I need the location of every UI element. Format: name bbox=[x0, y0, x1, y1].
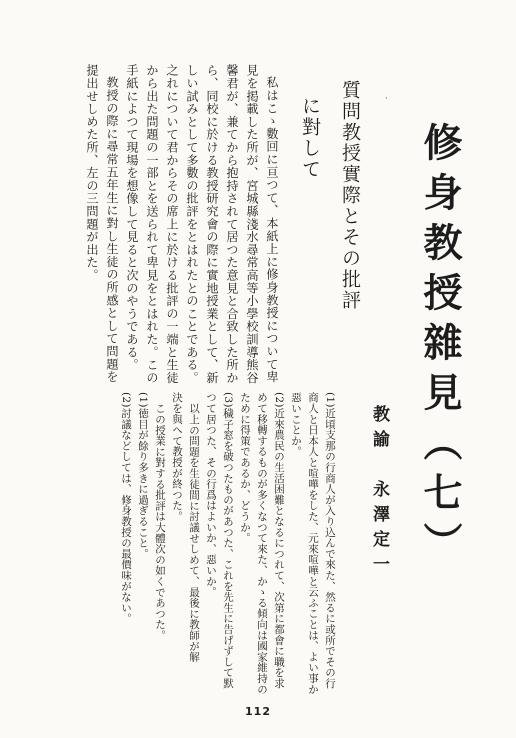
body-line: 私はこゝ數回に亘つて、本紙上に修身教授について卑 bbox=[265, 76, 279, 384]
body-line: 馨君が、兼てから抱持されて居つた意見と合致した所か bbox=[225, 64, 239, 384]
note-line: 商人と日本人と喧嘩をした、元來喧嘩と云ふことは、よい事か bbox=[307, 392, 319, 695]
body-line: 提出せしめた所、左の三問題が出た。 bbox=[85, 64, 99, 282]
note-line: (1)近頃支那の行商人が入り込んで來た、然るに或所でその行 bbox=[324, 392, 336, 689]
note-line: この授業に對する批評は大體次の如くであつた。 bbox=[154, 402, 166, 641]
note-line: (2)近來農民の生活困難となるにつれて、次第に都會に職を求 bbox=[273, 392, 285, 689]
body-line: 見を掲載した所が、宮城縣淺水尋常高等小學校訓導熊谷 bbox=[245, 64, 259, 384]
note-line: 決を與へて教授が終つた。 bbox=[171, 392, 183, 522]
page-number: 112 bbox=[245, 705, 271, 718]
print-speck: · bbox=[385, 94, 388, 104]
body-line: 手紙によつて現場を想像して見ると次のやうである。 bbox=[125, 64, 139, 372]
note-line: (1)徳目が餘り多きに過ぎること。 bbox=[137, 392, 149, 559]
article-subtitle-line-1: 質問教授實際とその批評 bbox=[339, 80, 361, 311]
body-line: 教授の際に尋常五年生に對し生徒の所感として問題を bbox=[105, 76, 119, 384]
body-line: 之れについて君からその席上に於ける批評の一端と生徒 bbox=[165, 64, 179, 384]
author-byline: 教諭 永澤定一 bbox=[369, 405, 389, 580]
note-line: 惡いことか。 bbox=[290, 392, 302, 457]
note-line: 以上の問題を生徒間に討議せしめて、最後に教師が解 bbox=[188, 402, 200, 662]
note-line: (2)討議などしては、修身教授の最價味がない。 bbox=[120, 392, 132, 624]
note-line: ために得策であるか、どうか。 bbox=[239, 392, 251, 544]
article-title: 修身教授雜見（七） bbox=[417, 122, 463, 572]
questions-and-critique bbox=[117, 392, 338, 695]
note-line: めて移轉するものが多くなつて來た、かゝる傾向は國家維持の bbox=[256, 392, 268, 695]
main-body-text bbox=[82, 64, 282, 384]
body-line: ら、同校に於ける教授研究會の際に實地授業として、新 bbox=[205, 64, 219, 384]
article-subtitle-line-2: に對して bbox=[299, 96, 321, 180]
note-line: つて居つた、その行爲はよいか、惡いか。 bbox=[205, 392, 217, 598]
body-line: しい試みとして多數の批評をとはれたとのことである。 bbox=[185, 64, 199, 384]
body-line: から出た問題の一部とを送られて卑見をとはれた。この bbox=[145, 64, 159, 384]
note-line: (3)穢子窓を破つたものがあつた、これを先生に告げずして默 bbox=[222, 392, 234, 689]
